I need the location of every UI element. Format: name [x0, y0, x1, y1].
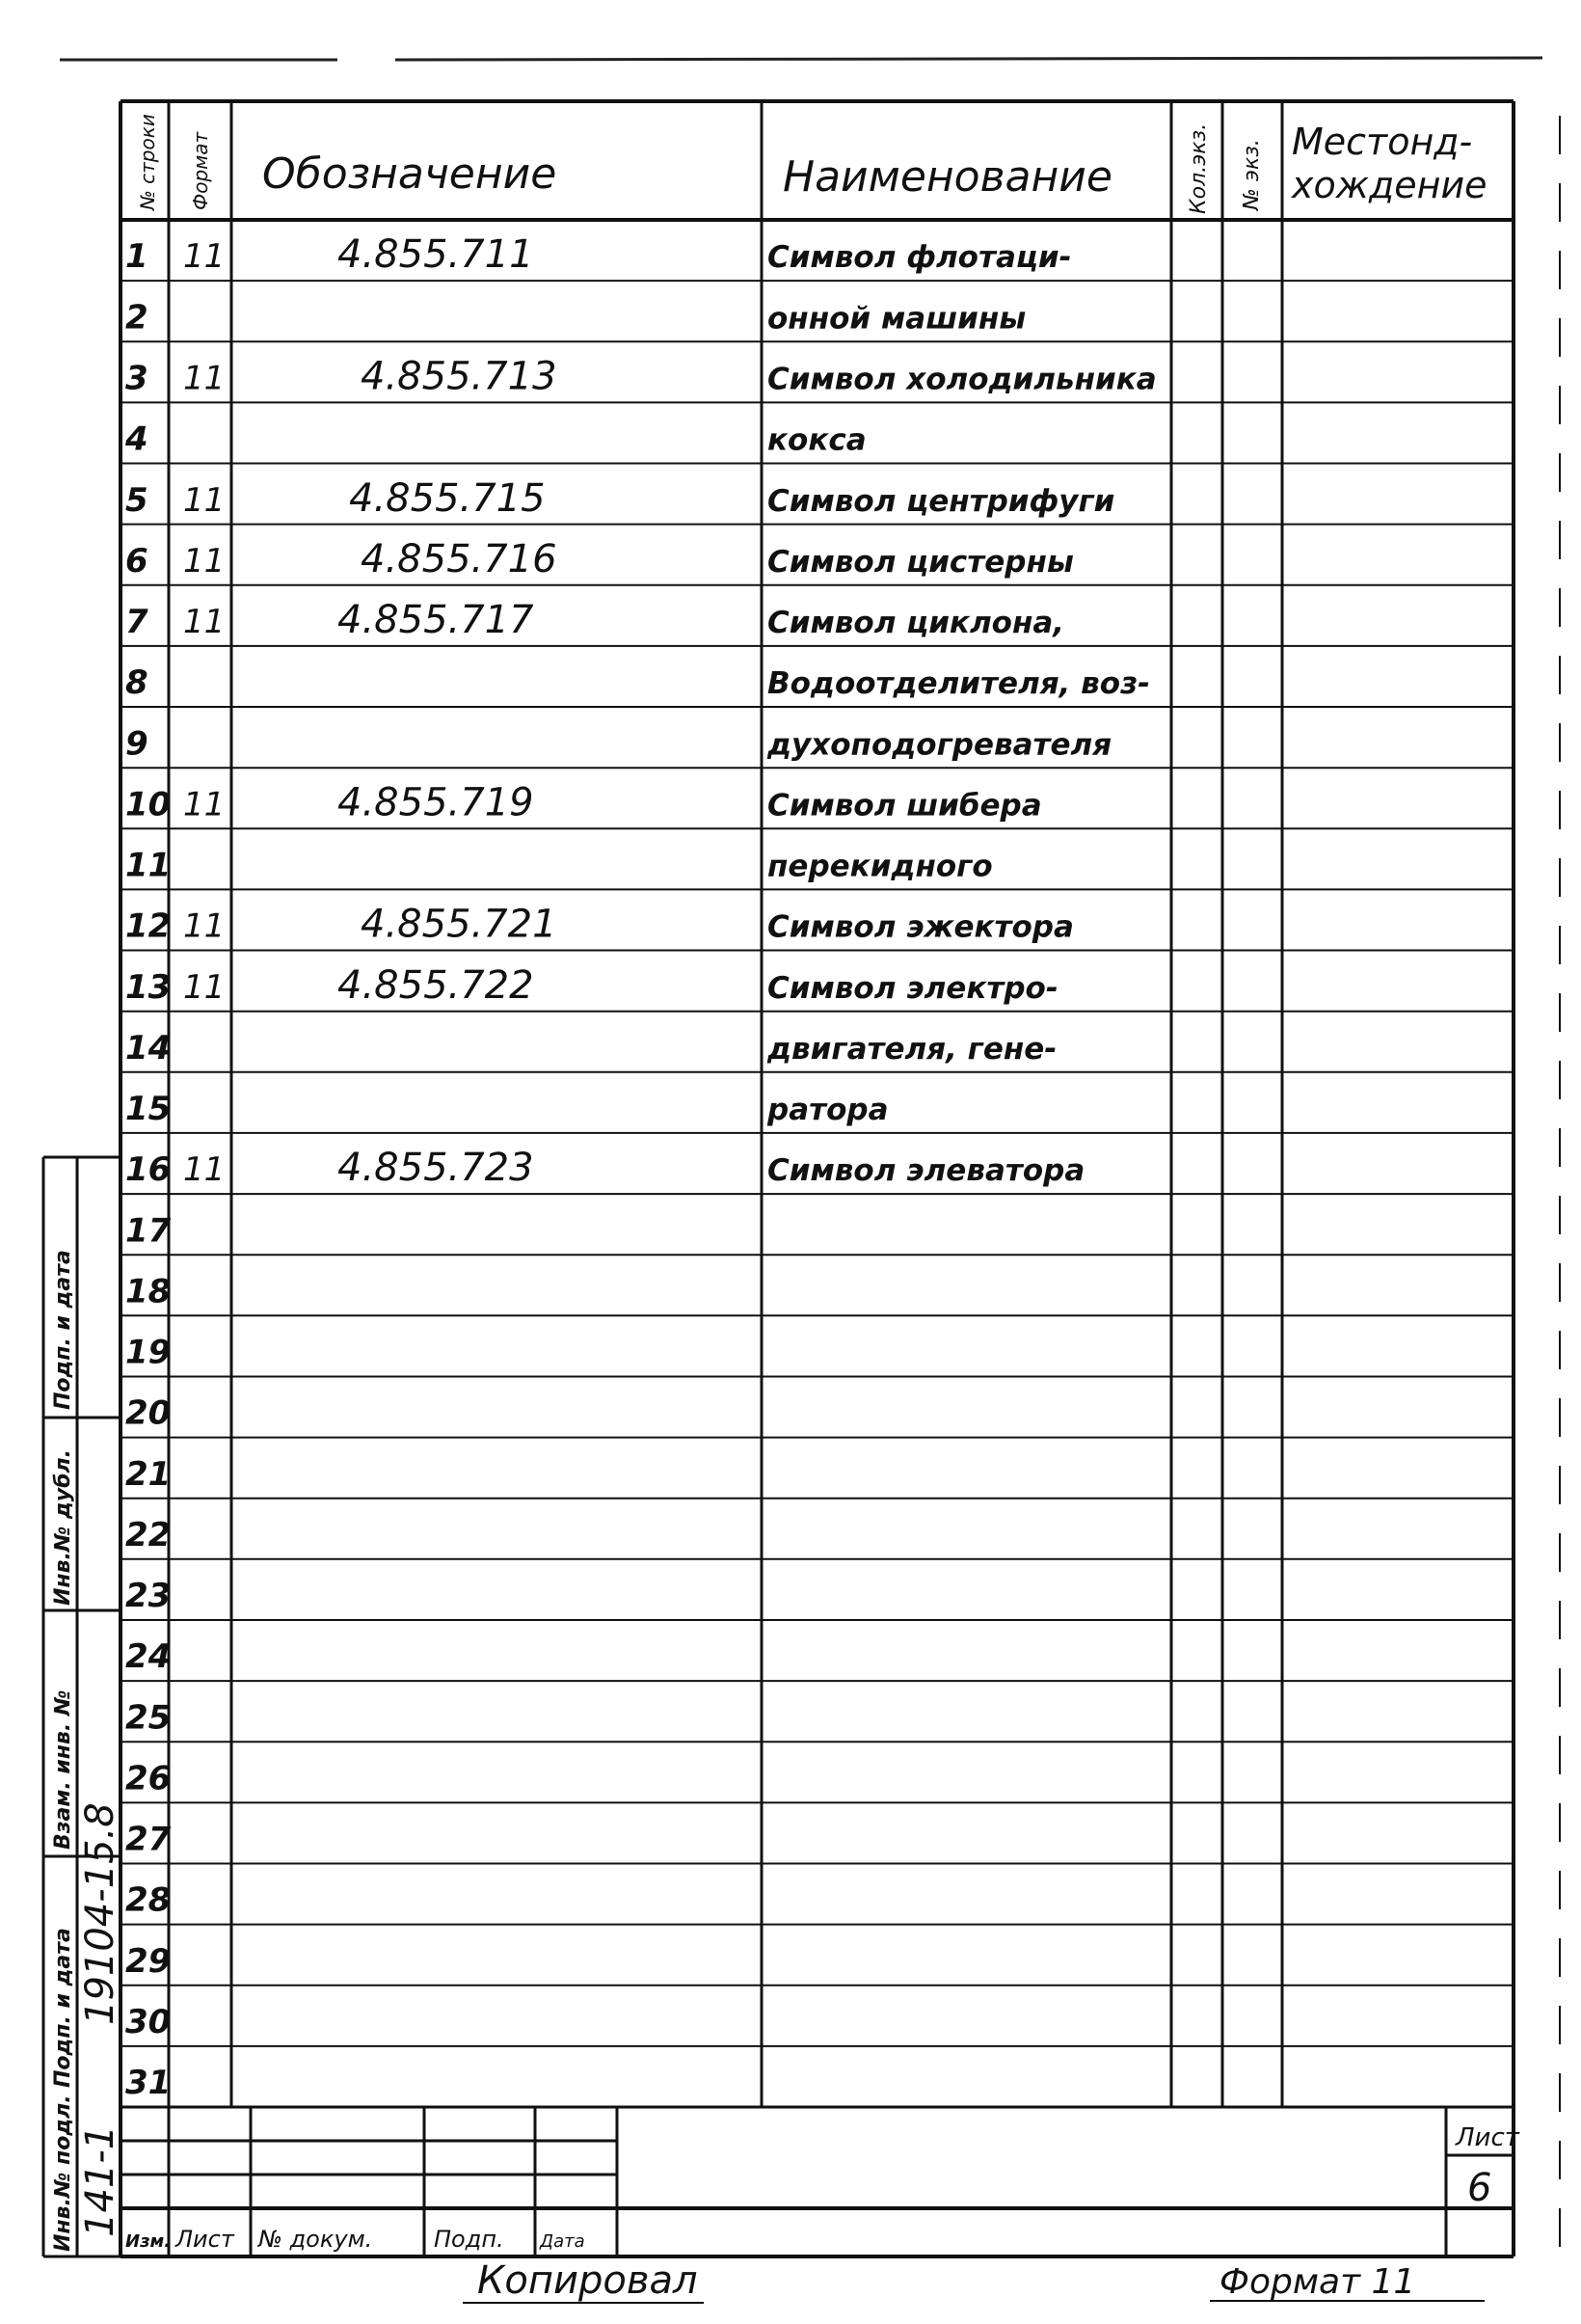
table-row	[125, 232, 1071, 277]
tb-sheet-number: 6	[1467, 2166, 1492, 2210]
table-row	[125, 963, 1058, 1008]
row-designation: 4.855.716	[361, 536, 557, 581]
table-row	[125, 2064, 171, 2102]
row-format: 11	[183, 359, 226, 398]
table-row	[125, 903, 1074, 947]
stamp-inv-orig: Инв.№ подл.	[51, 2094, 75, 2252]
row-format: 11	[183, 237, 226, 277]
table-row	[125, 847, 993, 885]
row-name: перекидного	[767, 849, 993, 884]
row-number: 27	[125, 1820, 172, 1859]
row-number: 15	[125, 1090, 172, 1128]
header-location-line1: Местонд-	[1292, 121, 1473, 163]
table-row	[125, 355, 1157, 399]
row-name: кокса	[767, 422, 867, 458]
row-designation: 4.855.713	[361, 354, 557, 399]
table-row	[125, 1821, 172, 1859]
row-number: 11	[125, 846, 172, 885]
table-row	[125, 1334, 171, 1372]
stamp-handwritten-code: 19104-15.8	[78, 1802, 122, 2025]
stamp-inv-dup: Инв.№ дубл.	[51, 1449, 75, 1606]
table-row	[125, 1637, 171, 1676]
row-number: 5	[125, 480, 148, 520]
row-designation: 4.855.721	[361, 902, 557, 947]
row-name: Символ центрифуги	[767, 483, 1115, 519]
row-number: 3	[125, 359, 148, 398]
table-row	[125, 1516, 171, 1554]
footer	[463, 2258, 1485, 2303]
row-designation: 4.855.715	[349, 475, 546, 521]
row-name: Символ циклона,	[767, 606, 1065, 640]
row-format: 11	[183, 480, 226, 520]
table-body	[124, 232, 1157, 2102]
row-number: 8	[125, 663, 148, 703]
header-row-no: № строки	[136, 114, 159, 210]
table-row	[125, 1698, 171, 1737]
row-number: 30	[125, 2003, 172, 2041]
table-row	[125, 1146, 1085, 1190]
row-number: 26	[125, 1759, 172, 1798]
row-designation: 4.855.723	[337, 1146, 534, 1191]
table-row	[125, 2003, 171, 2041]
row-designation: 4.855.719	[337, 780, 534, 825]
row-number: 2	[125, 298, 148, 338]
row-format: 11	[183, 967, 226, 1007]
row-format: 11	[183, 603, 226, 641]
tb-izm: Изм.	[125, 2231, 172, 2252]
row-number: 31	[125, 2064, 172, 2103]
row-name: Символ элеватора	[767, 1153, 1085, 1189]
table-row	[125, 598, 1064, 642]
row-number: 18	[125, 1272, 172, 1311]
stamp-sign-date-1: Подп. и дата	[51, 1928, 75, 2088]
row-name: Символ холодильника	[767, 362, 1157, 397]
row-number: 21	[125, 1454, 172, 1494]
header-copy-no: № экз.	[1240, 139, 1264, 210]
header-qty: Кол.экз.	[1187, 122, 1211, 214]
row-number: 1	[125, 237, 148, 277]
header-name: Наименование	[783, 152, 1112, 202]
table-row	[125, 1272, 171, 1311]
row-number: 13	[125, 967, 172, 1007]
row-number: 7	[125, 603, 148, 641]
header-location-line2: хождение	[1292, 164, 1487, 206]
row-number: 29	[125, 1941, 172, 1981]
table-row	[124, 420, 867, 459]
row-format: 11	[183, 906, 226, 946]
table-row	[125, 1881, 171, 1920]
row-designation: 4.855.717	[337, 598, 534, 642]
row-format: 11	[183, 1150, 226, 1190]
row-number: 10	[125, 785, 172, 824]
tb-sheet-label: Лист	[1456, 2123, 1519, 2152]
stamp-sign-date-2: Подп. и дата	[51, 1250, 75, 1410]
row-number: 14	[125, 1028, 172, 1067]
row-name: Символ цистерны	[767, 544, 1074, 580]
row-number: 16	[125, 1150, 172, 1190]
row-name: онной машины	[767, 301, 1027, 337]
row-number: 19	[125, 1333, 172, 1372]
table-row	[125, 1577, 171, 1615]
row-name: Символ шибера	[767, 788, 1042, 824]
row-number: 12	[125, 906, 172, 946]
footer-copied: Копировал	[477, 2258, 698, 2303]
row-name: Символ флотаци-	[767, 240, 1072, 276]
row-designation: 4.855.711	[337, 232, 534, 278]
row-number: 22	[125, 1516, 172, 1554]
row-name: Символ электро-	[767, 970, 1058, 1006]
table-row	[125, 1029, 1057, 1067]
tb-doc-no: № докум.	[258, 2226, 373, 2253]
row-name: ратора	[767, 1093, 889, 1127]
row-number: 6	[125, 541, 148, 581]
header-format: Формат	[189, 131, 212, 210]
row-name: Водоотделителя, воз-	[767, 666, 1150, 702]
table-row	[125, 663, 1150, 702]
row-format: 11	[183, 541, 226, 581]
row-number: 20	[125, 1393, 172, 1433]
table-row	[125, 1211, 172, 1250]
tb-list: Лист	[175, 2226, 234, 2253]
table-row	[125, 1090, 888, 1128]
stamp-replaced-inv: Взам. инв. №	[51, 1689, 75, 1850]
row-number: 23	[125, 1577, 172, 1616]
table-row	[125, 1760, 171, 1798]
table-row	[125, 1394, 171, 1433]
row-number: 28	[125, 1880, 172, 1920]
side-stamp-labels	[51, 1250, 122, 2252]
tb-sign: Подп.	[434, 2226, 504, 2253]
row-number: 4	[125, 419, 148, 459]
top-trim-line-right	[395, 58, 1542, 60]
table-header	[136, 114, 1487, 214]
row-number: 24	[125, 1637, 172, 1677]
footer-format: Формат 11	[1219, 2262, 1416, 2302]
table-row	[125, 1455, 171, 1494]
table-row	[125, 298, 1026, 337]
row-number: 17	[125, 1211, 172, 1251]
tb-date: Дата	[540, 2231, 585, 2252]
row-format: 11	[183, 785, 226, 824]
row-designation: 4.855.722	[337, 962, 534, 1008]
table-row	[125, 1942, 171, 1981]
row-name: двигателя, гене-	[767, 1031, 1058, 1067]
table-row	[125, 724, 1112, 763]
title-block-labels	[125, 2123, 1520, 2253]
header-designation: Обозначение	[262, 149, 557, 199]
row-name: духоподогревателя	[767, 727, 1112, 763]
row-name: Символ эжектора	[767, 909, 1074, 945]
table-row	[125, 780, 1042, 824]
row-number: 9	[125, 724, 148, 764]
stamp-handwritten-inv: 141-1	[78, 2124, 122, 2237]
table-row	[125, 537, 1074, 581]
row-number: 25	[125, 1698, 172, 1738]
table-row	[125, 476, 1114, 521]
